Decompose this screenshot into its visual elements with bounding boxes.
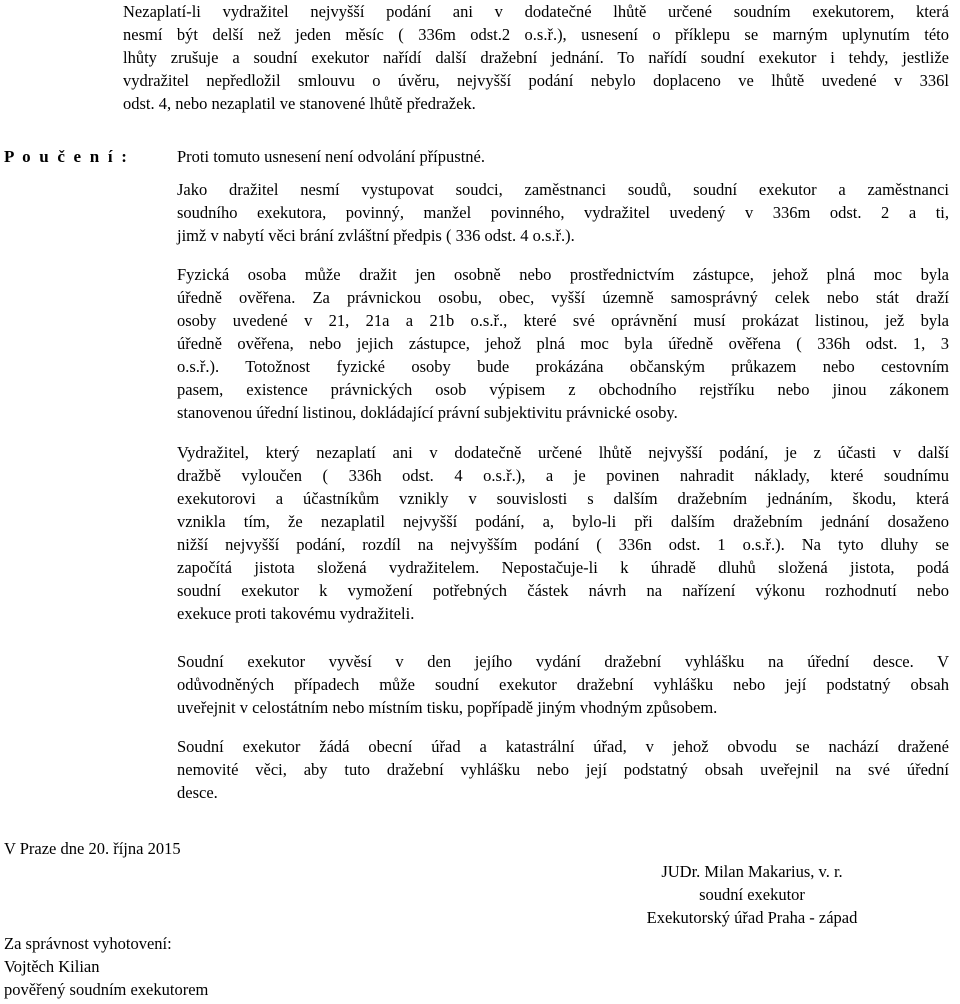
text-line: nemovité věci, aby tuto dražební vyhlášku nebo její podstatný obsah uveřejnil na své úřední: [177, 760, 949, 779]
date-line: V Praze dne 20. října 2015: [4, 839, 181, 858]
text-line: odůvodněných případech může soudní exekutor dražební vyhlášku nebo její podstatný obsah: [177, 675, 949, 694]
text-line: úředně ověřena, nebo jejich zástupce, jehož plná moc byla úředně ověřena ( 336h odst. 1, 3: [177, 334, 949, 353]
instruction-paragraph-cadastral: [177, 735, 949, 804]
text-line: nižší nejvyšší podání, rozdíl na nejvyšším podání ( 336n odst. 1 o.s.ř.). Na tyto dluhy se: [177, 535, 949, 554]
signature-office: Exekutorský úřad Praha - západ: [646, 908, 858, 927]
text-line: vydražitel nepředložil smlouvu o úvěru, nejvyšší podání nebylo doplaceno ve lhůtě uvedené v 336l: [123, 71, 949, 90]
text-line: Vydražitel, který nezaplatí ani v dodatečně určené lhůtě nejvyšší podání, je z účasti v další: [177, 443, 949, 462]
signature-role: soudní exekutor: [699, 885, 805, 904]
text-line: Soudní exekutor vyvěsí v den jejího vydání dražební vyhlášku na úřední desce. V: [177, 652, 949, 671]
instruction-paragraph-nonpayment: [177, 441, 949, 625]
text-line: započítá jistota složená vydražitelem. Nepostačuje-li k úhradě dluhů složená jistota, podá: [177, 558, 949, 577]
text-line: úředně ověřena. Za právnickou osobu, obec, vyšší územně samosprávný celek nebo stát draží: [177, 288, 949, 307]
text-line: exekuce proti takovému vydražiteli.: [177, 604, 415, 623]
no-appeal-statement: Proti tomuto usnesení není odvolání přípustné.: [177, 147, 485, 166]
instruction-paragraph-publication: [177, 650, 949, 719]
text-line: osoby uvedené v 21, 21a a 21b o.s.ř., které své oprávnění musí prokázat listinou, jež byla: [177, 311, 949, 330]
intro-paragraph: [123, 0, 949, 115]
instruction-label: P o u č e n í :: [4, 147, 130, 166]
text-line: desce.: [177, 783, 218, 802]
signature-name: JUDr. Milan Makarius, v. r.: [661, 862, 843, 881]
text-line: uveřejnit v celostátním nebo místním tisku, popřípadě jiným vhodným způsobem.: [177, 698, 718, 717]
certification-role: pověřený soudním exekutorem: [4, 980, 209, 999]
instruction-paragraph-representation: [177, 263, 949, 424]
signature-block: [612, 860, 892, 929]
text-line: vznikla tím, že nezaplatil nejvyšší podání, a, bylo-li při dalším dražebním jednání dosaženo: [177, 512, 949, 531]
text-line: soudního exekutora, povinný, manžel povinného, vydražitel uvedený v 336m odst. 2 a ti,: [177, 203, 949, 222]
certification-name: Vojtěch Kilian: [4, 957, 100, 976]
text-line: dražbě vyloučen ( 336h odst. 4 o.s.ř.), a je povinen nahradit náklady, které soudnímu: [177, 466, 949, 485]
text-line: stanovenou úřední listinou, dokládající právní subjektivitu právnické osoby.: [177, 403, 678, 422]
text-line: Jako dražitel nesmí vystupovat soudci, zaměstnanci soudů, soudní exekutor a zaměstnanci: [177, 180, 949, 199]
text-line: soudní exekutor k vymožení potřebných částek návrh na nařízení výkonu rozhodnutí nebo: [177, 581, 949, 600]
certification-label: Za správnost vyhotovení:: [4, 934, 172, 953]
text-line: Soudní exekutor žádá obecní úřad a katastrální úřad, v jehož obvodu se nachází dražené: [177, 737, 949, 756]
text-line: o.s.ř.). Totožnost fyzické osoby bude prokázána občanským průkazem nebo cestovním: [177, 357, 949, 376]
instruction-paragraph-bidders: [177, 178, 949, 247]
certification-block: [4, 932, 208, 1001]
text-line: Fyzická osoba může dražit jen osobně nebo prostřednictvím zástupce, jehož plná moc byla: [177, 265, 949, 284]
text-line: jimž v nabytí věci brání zvláštní předpis ( 336 odst. 4 o.s.ř.).: [177, 226, 575, 245]
text-line: odst. 4, nebo nezaplatil ve stanovené lhůtě předražek.: [123, 94, 476, 113]
text-line: Nezaplatí-li vydražitel nejvyšší podání ani v dodatečné lhůtě určené soudním exekutorem, která: [123, 2, 949, 21]
text-line: lhůty zrušuje a soudní exekutor nařídí další dražební jednání. To nařídí soudní exekutor i tehdy, jestliže: [123, 48, 949, 67]
text-line: exekutorovi a účastníkům vznikly v souvislosti s dalším dražebním jednáním, škodu, která: [177, 489, 949, 508]
text-line: nesmí být delší než jeden měsíc ( 336m odst.2 o.s.ř.), usnesení o příklepu se marným uplynutím této: [123, 25, 949, 44]
text-line: pasem, existence právnických osob výpisem z obchodního rejstříku nebo jinou zákonem: [177, 380, 949, 399]
